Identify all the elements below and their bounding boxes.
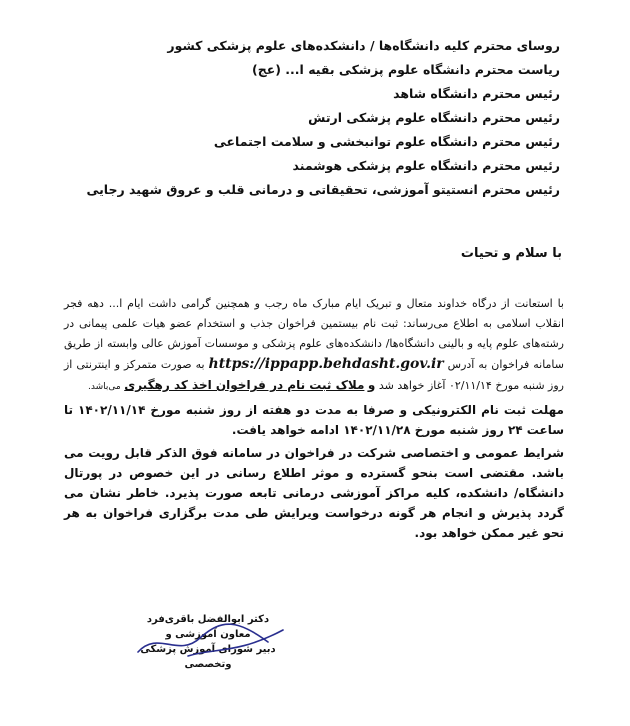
registration-url: https://ippapp.behdasht.gov.ir	[208, 356, 444, 372]
body-paragraph-deadline: مهلت ثبت نام الکترونیکی و صرفا به مدت دو هفته از روز شنبه مورخ ۱۴۰۲/۱۱/۱۴ تا ساعت ۲۴ روز شنبه مورخ ۱۴۰۲/۱۱/۲۸ ادامه خواهد یافت.	[64, 403, 564, 437]
tracking-code-suffix: می‌باشد.	[88, 382, 121, 392]
handwritten-signature-icon	[118, 612, 298, 662]
signer-title-2: دبیر شورای آموزش پزشکی وتخصصی	[140, 644, 276, 670]
tracking-code-prefix: و	[367, 378, 376, 392]
greeting: با سلام و تحیات	[460, 246, 562, 261]
signer-title-1: معاون آموزشی و	[165, 629, 251, 640]
body-paragraph-conditions: شرایط عمومی و اختصاصی شرکت در فراخوان در سامانه فوق الذکر قابل رویت می باشد. مقتضی است بنحو گسترده و موثر اطلاع رسانی در این خصوص در پورتال دانشگاه/ دانشکده، کلیه مراکز آموزشی درمانی تابعه صورت پذیرد. خاطر نشان می گردد پذیرش و انجام هر گونه درخواست ویرایش طی مدت برگزاری فراخوان به هر نحو غیر ممکن خواهد بود.	[64, 446, 564, 540]
recipient-line: رئیس محترم دانشگاه شاهد	[393, 86, 560, 101]
recipients-list	[40, 34, 560, 202]
recipient-line: روسای محترم کلیه دانشگاه‌ها / دانشکده‌های علوم پزشکی کشور	[167, 38, 560, 53]
recipient-line: رئیس محترم دانشگاه علوم پزشکی هوشمند	[292, 158, 560, 173]
body-paragraph-intro	[64, 294, 564, 397]
start-date-text: به صورت متمرکز و اینترنتی از روز شنبه مورخ ۰۲/۱۱/۱۴ آغاز خواهد شد	[64, 358, 564, 392]
recipient-line: ریاست محترم دانشگاه علوم پزشکی بقیه ا... (عج)	[251, 62, 560, 77]
letter-body	[64, 294, 564, 543]
tracking-code-criterion: ملاک ثبت نام در فراخوان اخذ کد رهگیری	[124, 378, 365, 392]
recipient-line: رئیس محترم انستیتو آموزشی، تحقیقاتی و درمانی قلب و عروق شهید رجایی	[86, 182, 560, 197]
signer-name: دکتر ابوالفضل باقری‌فرد	[146, 614, 270, 625]
recipient-line: رئیس محترم دانشگاه علوم توانبخشی و سلامت اجتماعی	[213, 134, 560, 149]
signature-block	[118, 612, 298, 672]
intro-text: با استعانت از درگاه خداوند متعال و تبریک ایام مبارک ماه رجب و همچنین گرامی داشت ایام ا... دهه فجر انقلاب اسلامی به اطلاع می‌رساند: ثبت نام بیستمین فراخوان جذب و استخدام عضو هیات علمی پیمانی در رشته‌های علوم پایه و بالینی دانشگاه‌ها/ دانشکده‌های علوم پزشکی و موسسات آموزش عالی وابسته از طریق سامانه فراخوان به آدرس	[64, 297, 565, 371]
recipient-line: رئیس محترم دانشگاه علوم پزشکی ارتش	[308, 110, 560, 125]
